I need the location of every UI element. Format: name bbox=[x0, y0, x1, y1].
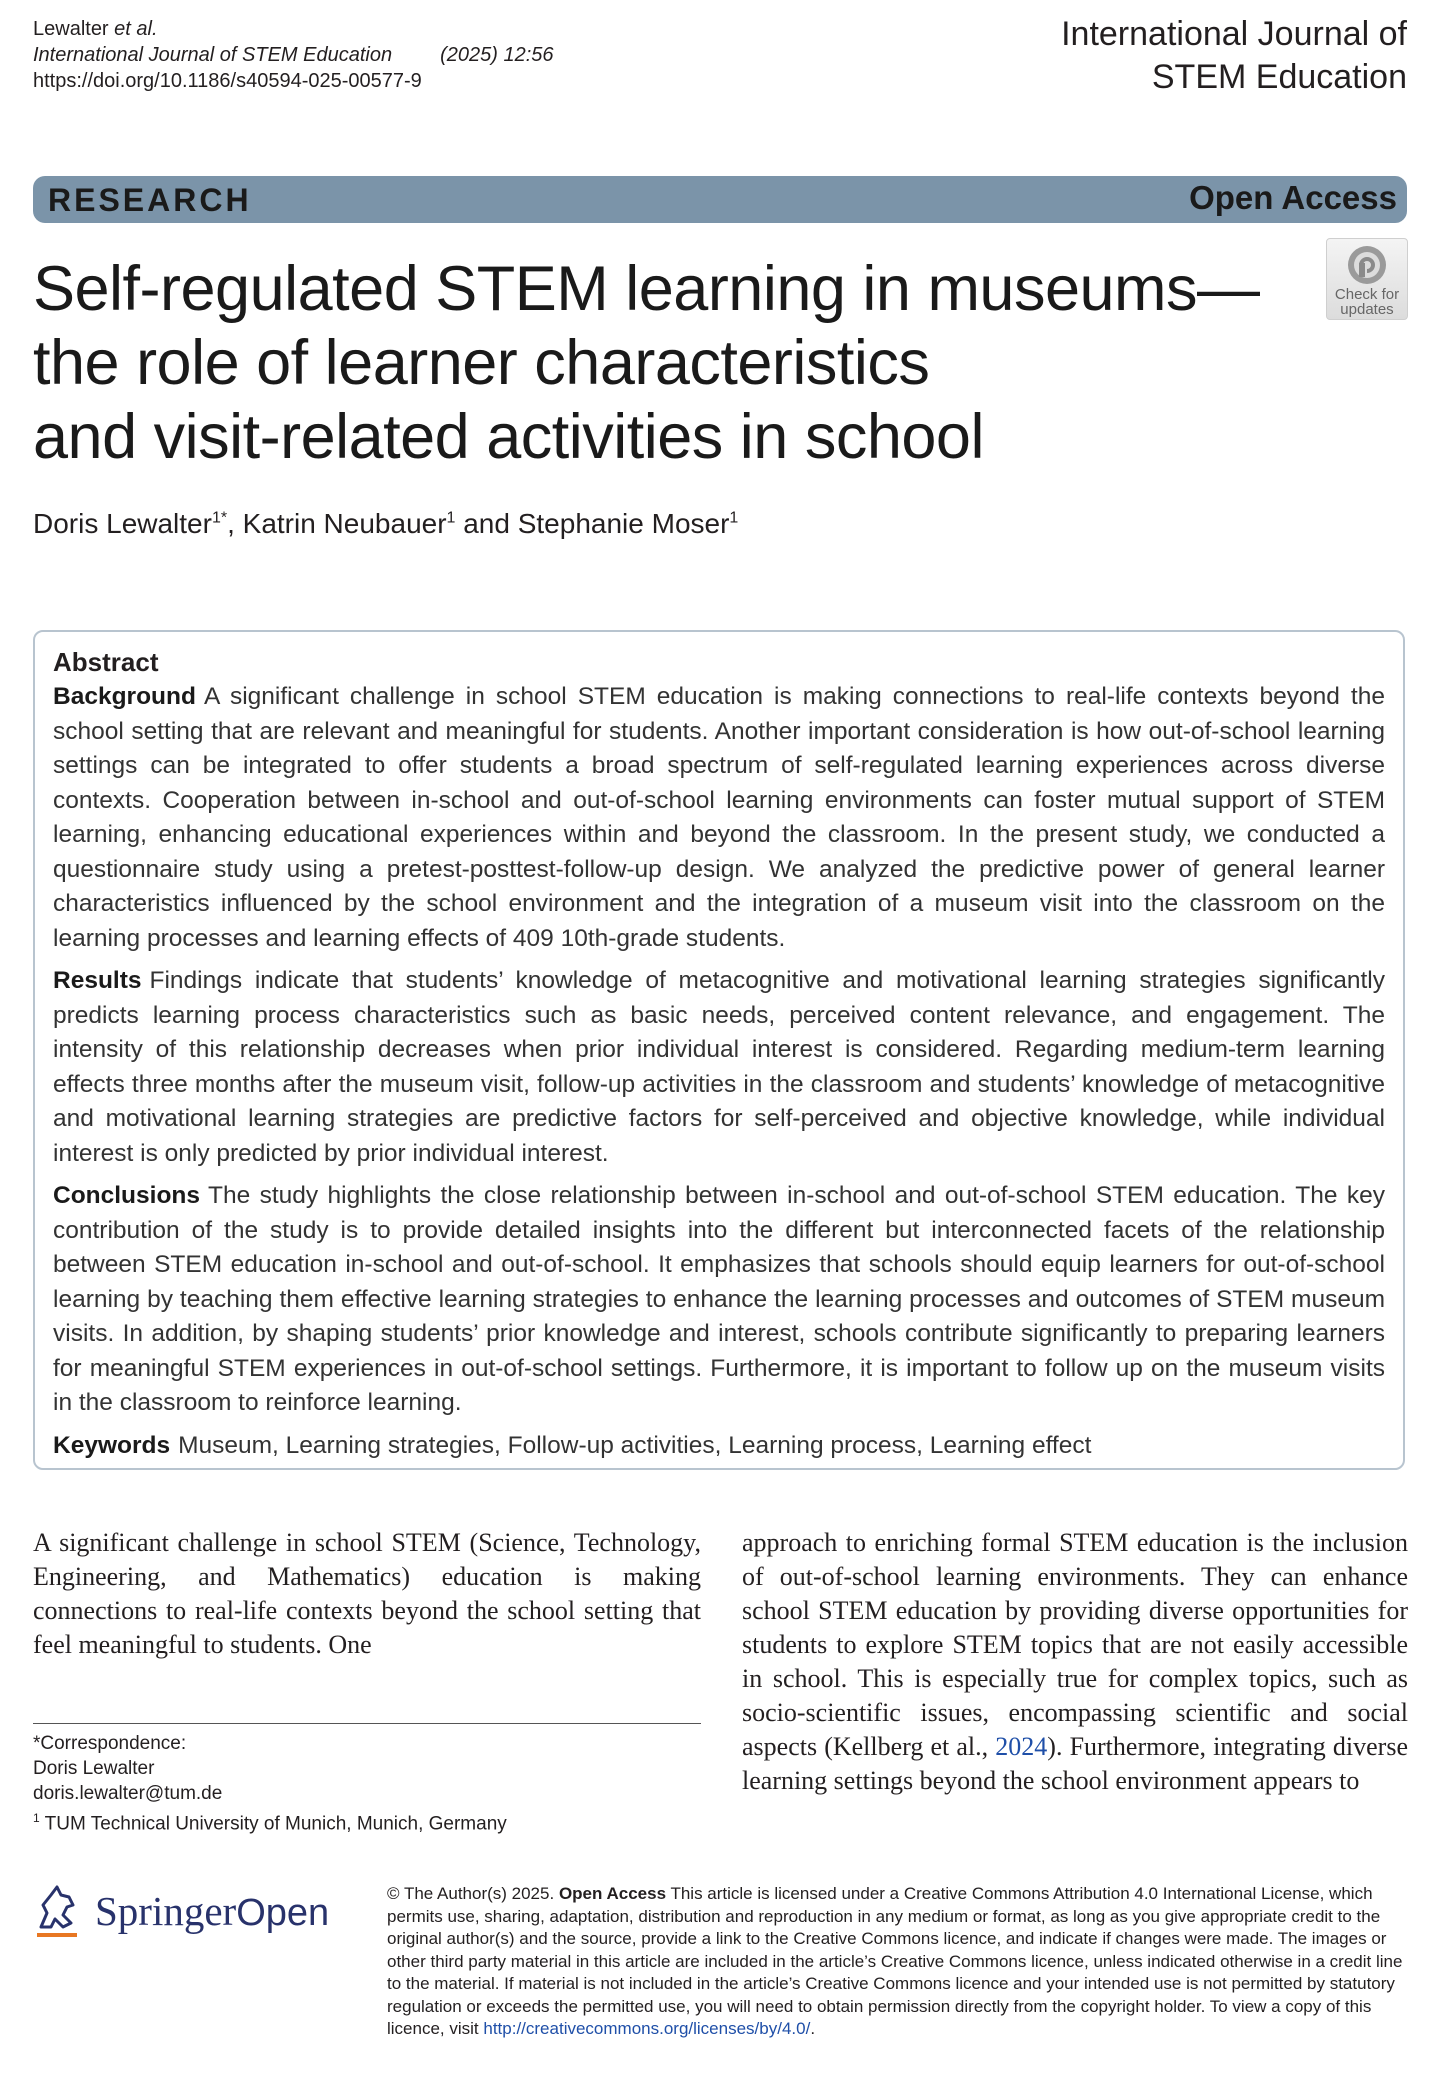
author-list bbox=[33, 506, 738, 542]
abstract-conclusions bbox=[53, 1179, 1385, 1421]
title-line-3: and visit-related activities in school bbox=[33, 402, 984, 472]
license-link[interactable]: http://creativecommons.org/licenses/by/4.0/ bbox=[483, 2019, 811, 2038]
license-text: This article is licensed under a Creative Commons Attribution 4.0 International License, which permits use, sharing, adaptation, distribution and reproduction in any medium or format, as long as you give appropriate credit to the original author(s) and the source, provide a link to the Creative Commons licence, and indicate if changes were made. The images or other third party material in this article are included in the article’s Creative Commons licence, unless indicated otherwise in a credit line to the material. If material is not included in the article’s Creative Commons licence and your intended use is not permitted by statutory regulation or exceeds the permitted use, you will need to obtain permission directly from the copyright holder. To view a copy of this licence, visit bbox=[387, 1884, 1403, 2038]
license-statement bbox=[387, 1883, 1407, 2041]
header-authors: Lewalter bbox=[33, 18, 109, 40]
abstract-results bbox=[53, 964, 1385, 1171]
abstract-heading: Abstract bbox=[53, 647, 159, 677]
keywords-label: Keywords bbox=[53, 1431, 171, 1459]
background-text: A significant challenge in school STEM education is making connections to real-life contexts beyond the school setting that are relevant and meaningful for students. Another important consideration is how out-of-school learning settings can be integrated to offer students a broad spectrum of self-regulated learning experiences across diverse contexts. Cooperation between in-school and out-of-school learning environments can foster mutual support of STEM learning, enhancing educational experiences within and beyond the classroom. In the present study, we conducted a questionnaire study using a pretest-posttest-follow-up design. We analyzed the predictive power of general learner characteristics influenced by the school environment and the integration of a museum visit into the classroom on the learning processes and learning effects of 409 10th-grade students. bbox=[53, 683, 1385, 952]
check-updates-line2: updates bbox=[1340, 301, 1394, 318]
author-1-affil: 1* bbox=[211, 509, 228, 527]
body-right-text-2: ). Furthermore, integrating diverse learning settings beyond the school environment appears to bbox=[742, 1732, 1408, 1795]
springer-open-logo bbox=[33, 1883, 353, 1943]
header-doi[interactable]: https://doi.org/10.1186/s40594-025-00577-9 bbox=[33, 70, 422, 92]
results-label: Results bbox=[53, 967, 142, 994]
title-line-1: Self-regulated STEM learning in museums— bbox=[33, 254, 1260, 324]
background-label: Background bbox=[53, 683, 196, 710]
check-updates-line1: Check for bbox=[1334, 286, 1400, 303]
author-2-affil: 1 bbox=[446, 509, 456, 527]
body-column-left: A significant challenge in school STEM (Science, Technology, Engineering, and Mathematics) education is making connections to real-life contexts beyond the school setting that feel meaningful to students. One bbox=[33, 1528, 701, 1659]
license-end: . bbox=[810, 2019, 816, 2038]
header-issue: (2025) 12:56 bbox=[440, 44, 554, 66]
license-prefix: © The Author(s) 2025. bbox=[387, 1884, 555, 1903]
header-et-al: et al. bbox=[114, 18, 158, 40]
title-line-2: the role of learner characteristics bbox=[33, 328, 930, 398]
abstract-keywords bbox=[53, 1429, 1385, 1464]
header-journal: International Journal of STEM Education bbox=[33, 44, 393, 66]
author-2: , Katrin Neubauer bbox=[227, 508, 447, 539]
body-column-right bbox=[742, 1526, 1408, 1798]
article-title bbox=[33, 252, 1323, 474]
author-3-affil: 1 bbox=[729, 509, 739, 527]
footnote-affil-sup: 1 bbox=[33, 1811, 40, 1825]
keywords-text: Museum, Learning strategies, Follow-up activities, Learning process, Learning effect bbox=[178, 1431, 1092, 1459]
open-access-label: Open Access bbox=[1189, 179, 1397, 216]
check-updates-icon bbox=[1345, 243, 1389, 287]
license-open-access: Open Access bbox=[558, 1884, 667, 1903]
correspondence-footnote bbox=[33, 1731, 507, 1836]
body-right-text-1: approach to enriching formal STEM education is the inclusion of out-of-school learning environments. They can enhance school STEM education by providing diverse opportunities for students to explore STEM topics that are not easily accessible in school. This is especially true for complex topics, such as socio-scientific issues, encompassing scientific and social aspects (Kellberg et al., bbox=[742, 1528, 1408, 1761]
footnote-affiliation bbox=[33, 1806, 507, 1836]
springer-horse-icon bbox=[33, 1883, 85, 1943]
logo-springer: Springer bbox=[95, 1888, 237, 1934]
footnote-email[interactable]: doris.lewalter@tum.de bbox=[33, 1783, 223, 1804]
footnote-rule bbox=[33, 1723, 701, 1724]
journal-name bbox=[1007, 13, 1407, 99]
logo-open: Open bbox=[236, 1892, 330, 1934]
article-type-label: RESEARCH bbox=[48, 182, 252, 218]
author-3: and Stephanie Moser bbox=[455, 508, 730, 539]
results-text: Findings indicate that students’ knowledge of metacognitive and motivational learning strategies significantly predicts learning process characteristics such as basic needs, perceived content relevance, and engagement. The intensity of this relationship decreases when prior individual interest is considered. Regarding medium-term learning effects three months after the museum visit, follow-up activities in the classroom and students’ knowledge of metacognitive and motivational learning strategies are predictive factors for self-perceived and objective knowledge, while individual interest is only predicted by prior individual interest. bbox=[53, 967, 1385, 1167]
footnote-name: Doris Lewalter bbox=[33, 1758, 155, 1779]
footnote-affil-text: TUM Technical University of Munich, Munich, Germany bbox=[44, 1813, 507, 1835]
conclusions-text: The study highlights the close relationship between in-school and out-of-school STEM education. The key contribution of the study is to provide detailed insights into the different but interconnected facets of the relationship between STEM education in-school and out-of-school. It emphasizes that schools should equip learners for out-of-school learning by teaching them effective learning strategies to enhance the learning processes and outcomes of STEM museum visits. In addition, by shaping students’ prior knowledge and interest, schools contribute significantly to preparing learners for meaningful STEM experiences in out-of-school settings. Furthermore, it is important to follow up on the museum visits in the classroom to reinforce learning. bbox=[53, 1182, 1385, 1416]
journal-name-line1: International Journal of bbox=[1061, 15, 1407, 53]
journal-name-line2: STEM Education bbox=[1151, 58, 1407, 96]
author-1: Doris Lewalter bbox=[33, 508, 212, 539]
check-for-updates-button[interactable] bbox=[1326, 238, 1408, 320]
footnote-correspondence: *Correspondence: bbox=[33, 1733, 187, 1754]
abstract-box bbox=[33, 630, 1405, 1470]
conclusions-label: Conclusions bbox=[53, 1182, 201, 1209]
article-type-band bbox=[33, 176, 1407, 223]
abstract-background bbox=[53, 680, 1385, 956]
citation-link[interactable]: 2024 bbox=[995, 1732, 1048, 1761]
running-header bbox=[33, 16, 554, 94]
